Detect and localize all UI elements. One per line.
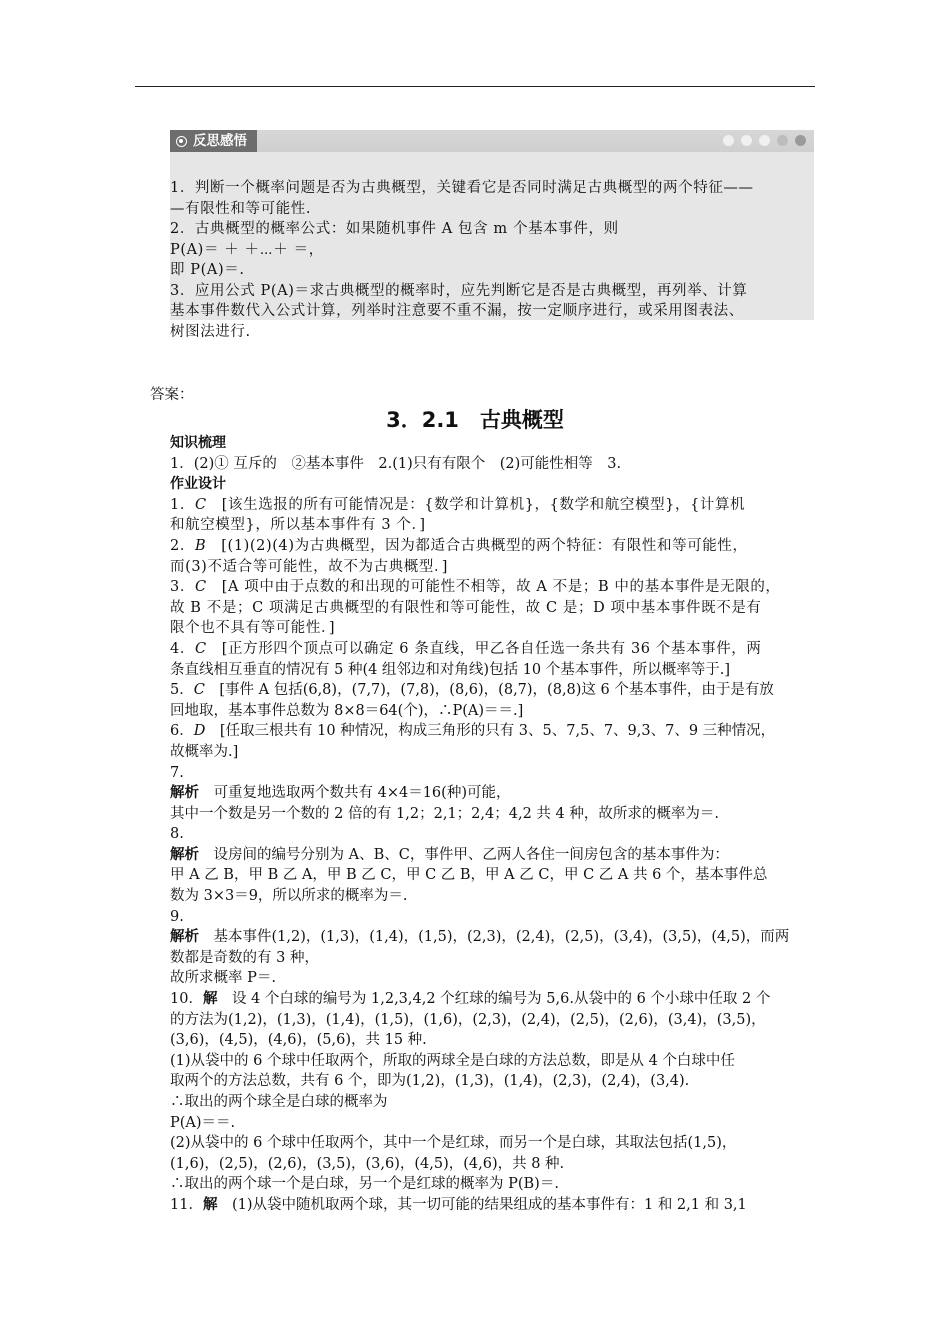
reflection-line: 2．古典概型的概率公式：如果随机事件 A 包含 m 个基本事件，则 [170, 221, 619, 237]
reflection-line: 基本事件数代入公式计算，列举时注意要不重不漏，按一定顺序进行，或采用图表法、 [170, 303, 744, 319]
answer-5 [170, 680, 820, 701]
question-number: 11． [170, 1196, 203, 1213]
answer-option: C [193, 682, 205, 699]
reflection-body [170, 152, 814, 340]
dot-icon [741, 135, 752, 146]
question-number: 8. [170, 826, 184, 843]
top-rule [135, 86, 815, 87]
answer-text: 故概率为.] [170, 743, 239, 760]
analysis-label: 解析 [170, 846, 199, 863]
answer-text: 其中一个数是另一个数的 2 倍的有 1,2；2,1；2,4；4,2 共 4 种，故所求的概率为＝. [170, 805, 719, 822]
decorative-dots [723, 135, 806, 146]
reflection-line: 3．应用公式 P(A)＝求古典概型的概率时，应先判断它是否是古典概型，再列举、计算 [170, 282, 748, 299]
question-number: 7. [170, 764, 184, 781]
analysis-label: 解析 [170, 929, 199, 946]
answer-text: 可重复地选取两个数共有 4×4＝16(种)可能， [199, 785, 511, 802]
reflection-line: 即 P(A)＝. [170, 262, 245, 278]
answer-text: 取两个的方法总数，共有 6 个，即为(1,2)，(1,3)，(1,4)，(2,3)，(2,4)，(3,4). [170, 1073, 690, 1090]
answer-text: 设 4 个白球的编号为 1,2,3,4,2 个红球的编号为 5,6.从袋中的 6 个小球中任取 2 个 [217, 991, 771, 1008]
answer-text: 故 B 不是；C 项满足古典概型的有限性和等可能性，故 C 是；D 项中基本事件既不是有 [170, 599, 762, 616]
question-number: 4． [170, 640, 195, 657]
reflection-header-bar [170, 130, 814, 152]
question-number: 5． [170, 682, 194, 699]
answer-text: [事件 A 包括(6,8)，(7,7)，(7,8)，(8,6)，(8,7)，(8,8)这 6 个基本事件，由于是有放 [204, 682, 774, 699]
answer-text: [正方形四个顶点可以确定 6 条直线，甲乙各自任选一条共有 36 个基本事件，两 [206, 640, 762, 657]
answer-text: 和航空模型}，所以基本事件有 3 个．] [170, 517, 426, 534]
question-number: 3． [170, 579, 195, 596]
reflection-line: 树图法进行. [170, 323, 251, 340]
solution-label: 解 [202, 1196, 218, 1213]
answer-option: C [194, 496, 207, 513]
answer-text: 限个也不具有等可能性．] [170, 620, 336, 637]
answer-text: 条直线相互垂直的情况有 5 种(4 组邻边和对角线)包括 10 个基本事件，所以概率等于.] [170, 661, 731, 678]
answer-option: B [194, 537, 207, 554]
answer-text: [(1)(2)(4)为古典概型，因为都适合古典概型的两个特征：有限性和等可能性， [206, 537, 748, 554]
solution-label: 解 [202, 991, 218, 1008]
question-number: 6． [170, 723, 194, 740]
answer-text: 甲 A 乙 B，甲 B 乙 A，甲 B 乙 C，甲 C 乙 B，甲 A 乙 C，甲 C 乙 A 共 6 个，基本事件总 [170, 867, 768, 884]
reflection-line: P(A)＝ ＋ ＋⋯＋ ＝， [170, 241, 324, 258]
dot-icon [777, 135, 788, 146]
analysis-label: 解析 [170, 785, 199, 802]
question-number: 1． [170, 496, 195, 513]
answer-option: C [194, 579, 207, 596]
reflection-line: 1．判断一个概率问题是否为古典概型，关键看它是否同时满足古典概型的两个特征—— [170, 180, 754, 196]
answer-6 [170, 721, 820, 742]
answer-text: 设房间的编号分别为 A、B、C，事件甲、乙两人各住一间房包含的基本事件为： [199, 846, 729, 863]
answer-text: P(A)＝＝. [170, 1114, 236, 1131]
answer-text: (1)从袋中随机取两个球，其一切可能的结果组成的基本事件有：1 和 2,1 和 3,1 [217, 1196, 747, 1213]
answers-label: 答案： [150, 387, 194, 403]
answer-text: 数为 3×3＝9，所以所求的概率为＝. [170, 888, 408, 905]
answer-11 [170, 1195, 820, 1216]
answer-text: (2)从袋中的 6 个球中任取两个，其中一个是红球，而另一个是白球，其取法包括(1,5)， [170, 1135, 737, 1152]
answer-text: [任取三根共有 10 种情况，构成三角形的只有 3、5、7,5、7、9,3、7、9 三种情况， [205, 723, 776, 740]
knowledge-heading: 知识梳理 [170, 435, 226, 451]
answer-7 [170, 783, 820, 804]
knowledge-answers: 1．(2)① 互斥的 ②基本事件 2.(1)只有有限个 (2)可能性相等 3. [170, 455, 622, 472]
dot-icon [795, 135, 806, 146]
answer-text: 数都是奇数的有 3 种， [170, 949, 319, 966]
target-circle-icon [176, 136, 187, 147]
answer-4 [170, 639, 820, 660]
answer-text: (1,6)，(2,5)，(2,6)，(3,5)，(3,6)，(4,5)，(4,6)，共 8 种. [170, 1155, 565, 1172]
answer-1 [170, 495, 820, 516]
question-number: 9. [170, 908, 184, 925]
answer-text: 故所求概率 P＝. [170, 970, 276, 987]
answer-8 [170, 845, 820, 866]
dot-icon [723, 135, 734, 146]
answer-text: 基本事件(1,2)，(1,3)，(1,4)，(1,5)，(2,3)，(2,4)，(2,5)，(3,4)，(3,5)，(4,5)，而两 [199, 929, 790, 946]
answer-option: C [194, 640, 207, 657]
answer-option: D [193, 723, 206, 740]
answer-text: 的方法为(1,2)，(1,3)，(1,4)，(1,5)，(1,6)，(2,3)，(2,4)，(2,5)，(2,6)，(3,4)，(3,5)， [170, 1011, 766, 1028]
reflection-tab [170, 130, 257, 152]
answer-9 [170, 927, 820, 948]
answers-content [170, 433, 820, 1216]
dot-icon [759, 135, 770, 146]
reflection-box [170, 130, 814, 340]
answer-2 [170, 536, 820, 557]
answer-10 [170, 989, 820, 1010]
answer-text: (3,6)，(4,5)，(4,6)，(5,6)，共 15 种. [170, 1032, 427, 1049]
section-title: 3．2.1 古典概型 [386, 408, 564, 432]
answer-text: [A 项中由于点数的和出现的可能性不相等，故 A 不是；B 中的基本事件是无限的， [206, 579, 781, 596]
answer-text: 而(3)不适合等可能性，故不为古典概型．] [170, 558, 449, 575]
answer-text: ∴取出的两个球全是白球的概率为 [170, 1094, 388, 1110]
homework-heading: 作业设计 [170, 476, 226, 493]
answer-3 [170, 577, 820, 598]
answer-text: (1)从袋中的 6 个球中任取两个，所取的两球全是白球的方法总数，即是从 4 个白球中任 [170, 1052, 735, 1069]
answer-text: [该生选报的所有可能情况是：{数学和计算机}，{数学和航空模型}，{计算机 [206, 496, 746, 513]
question-number: 10． [170, 991, 203, 1008]
question-number: 2． [170, 537, 195, 554]
answer-text: ∴取出的两个球一个是白球，另一个是红球的概率为 P(B)＝. [170, 1176, 559, 1193]
reflection-line: —有限性和等可能性. [170, 200, 312, 217]
reflection-title: 反思感悟 [193, 133, 247, 149]
answer-text: 回地取，基本事件总数为 8×8＝64(个)，∴P(A)＝＝.] [170, 702, 524, 719]
